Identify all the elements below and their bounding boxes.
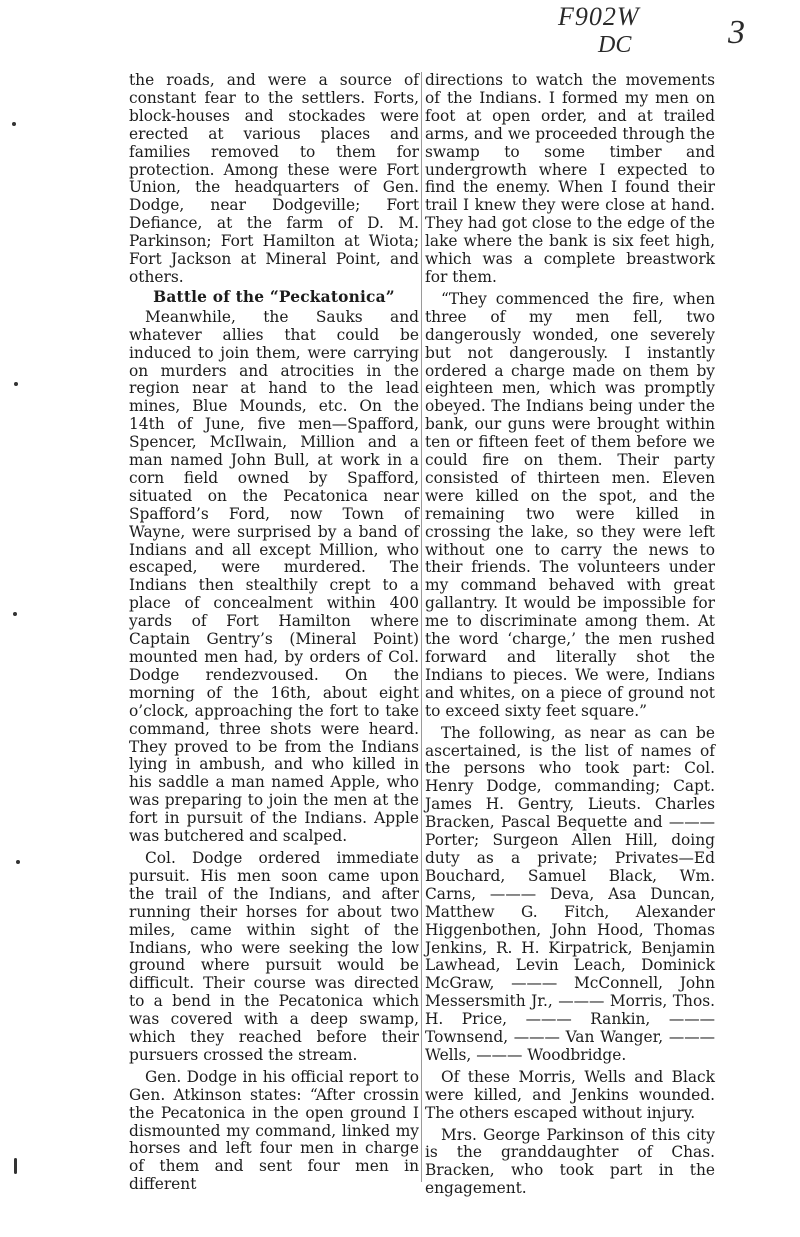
initials-annotation: DC: [598, 32, 632, 58]
article-paragraph: the roads, and were a source of constant fear to the settlers. Forts, block-houses and stockades were erected at various places and families removed to them for protection. Among these were Fort Union, the headquarters of Gen. Dodge, near Dodgeville; Fort Defiance, at the farm of D. M. Parkinson; Fort Hamilton at Wiota; Fort Jackson at Mineral Point, and others.: [129, 71, 419, 286]
margin-mark: [14, 1158, 17, 1174]
margin-mark: [13, 612, 17, 616]
article-right-column: [425, 72, 715, 1198]
page-number-annotation: 3: [728, 14, 745, 51]
article-paragraph: Col. Dodge ordered immediate pursuit. His men soon came upon the trail of the Indians, and after running their horses for about two miles, came within sight of the Indians, who were seeking the low ground where pursuit would be difficult. Their course was directed to a bend in the Pecatonica which was covered with a deep swamp, which they reached before their pursuers crossed the stream.: [129, 848, 419, 1064]
margin-mark: [12, 122, 16, 126]
margin-mark: [14, 382, 18, 386]
article-paragraph: directions to watch the movements of the Indians. I formed my men on foot at open order, and at trailed arms, and we proceeded through the swamp to some timber and undergrowth where I expected to find the enemy. When I found their trail I knew they were close at hand. They had got close to the edge of the lake where the bank is six feet high, which was a complete breastwork for them.: [425, 71, 715, 286]
catalog-code-annotation: F902W: [558, 2, 640, 31]
article-paragraph: “They commenced the fire, when three of my men fell, two dangerously wonded, one severely but not dangerously. I instantly ordered a charge made on them by eighteen men, which was promptly obeyed. The Indians being under the bank, our guns were brought within ten or fifteen feet of them before we could fire on them. Their party consisted of thirteen men. Eleven were killed on the spot, and the remaining two were killed in crossing the lake, so they were left without one to carry the news to their friends. The volunteers under my command behaved with great gallantry. It would be impossible for me to discriminate among them. At the word ‘charge,’ the men rushed forward and literally shot the Indians to pieces. We were, Indians and whites, on a piece of ground not to exceed sixty feet square.”: [425, 289, 715, 720]
article-left-column: [129, 72, 419, 1194]
margin-mark: [16, 860, 20, 864]
article-paragraph: Gen. Dodge in his official report to Gen. Atkinson states: “After crossin the Pecatonica in the open ground I dismounted my command, linked my horses and left four men in charge of them and sent four men in different: [129, 1067, 419, 1194]
column-divider: [421, 72, 422, 1182]
section-heading: Battle of the “Peckatonica”: [153, 287, 395, 306]
article-paragraph: Mrs. George Parkinson of this city is the granddaughter of Chas. Bracken, who took part in the engagement.: [425, 1125, 715, 1198]
article-paragraph: Of these Morris, Wells and Black were killed, and Jenkins wounded. The others escaped without injury.: [425, 1067, 715, 1122]
article-paragraph: The following, as near as can be ascertained, is the list of names of the persons who took part: Col. Henry Dodge, commanding; Capt. James H. Gentry, Lieuts. Charles Bracken, Pascal Bequette and ——— Porter; Surgeon Allen Hill, doing duty as a private; Privates—Ed Bouchard, Samuel Black, Wm. Carns, ——— Deva, Asa Duncan, Matthew G. Fitch, Alexander Higgenbothen, John Hood, Thomas Jenkins, R. H. Kirpatrick, Benjamin Lawhead, Levin Leach, Dominick McGraw, ——— McConnell, John Messersmith Jr., ——— Morris, Thos. H. Price, ——— Rankin, ——— Townsend, ——— Van Wanger, ——— Wells, ——— Woodbridge.: [425, 723, 715, 1064]
article-paragraph: Meanwhile, the Sauks and whatever allies that could be induced to join them, were carrying on murders and atrocities in the region near at hand to the lead mines, Blue Mounds, etc. On the 14th of June, five men—Spafford, Spencer, McIlwain, Million and a man named John Bull, at work in a corn field owned by Spafford, situated on the Pecatonica near Spafford’s Ford, now Town of Wayne, were surprised by a band of Indians and all except Million, who escaped, were murdered. The Indians then stealthily crept to a place of concealment within 400 yards of Fort Hamilton where Captain Gentry’s (Mineral Point) mounted men had, by orders of Col. Dodge rendezvoused. On the morning of the 16th, about eight o’clock, approaching the fort to take command, three shots were heard. They proved to be from the Indians lying in ambush, and who killed in his saddle a man named Apple, who was preparing to join the men at the fort in pursuit of the Indians. Apple was butchered and scalped.: [129, 307, 419, 846]
